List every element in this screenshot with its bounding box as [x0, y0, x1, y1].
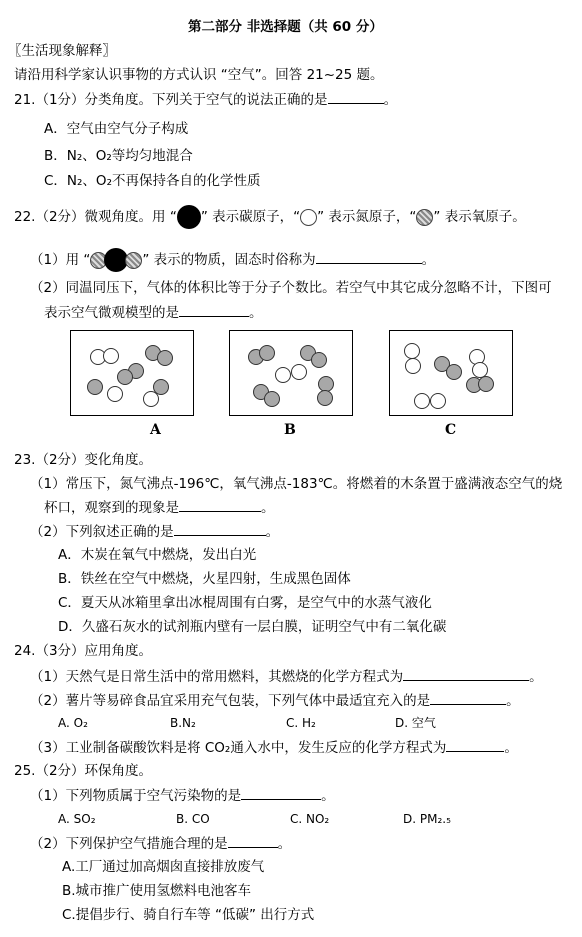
q21-option-c: C．N₂、O₂不再保持各自的化学性质: [44, 173, 261, 189]
section-label: 〖生活现象解释〗: [8, 43, 116, 59]
q24-part1: （1）天然气是日常生活中的常用燃料，其燃烧的化学方程式为 。: [30, 669, 543, 685]
q22-part1: （1）用 “ ” 表示的物质，固态时俗称为 。: [30, 248, 435, 272]
answer-blank[interactable]: [403, 667, 529, 681]
carbon-atom-icon: [177, 205, 201, 229]
model-label-b: B: [284, 422, 296, 438]
answer-blank[interactable]: [328, 90, 384, 104]
q25-part2: （2）下列保护空气措施合理的是 。: [30, 836, 292, 852]
q25-option-d: D. PM₂.₅: [403, 812, 451, 826]
q21-option-b: B．N₂、O₂等均匀地混合: [44, 148, 193, 164]
q24-option-a: A. O₂: [58, 716, 88, 730]
q25-option-b2: B.城市推广使用氢燃料电池客车: [62, 883, 252, 899]
q21-option-a: A．空气由空气分子构成: [44, 121, 189, 137]
q24-option-b: B.N₂: [170, 716, 196, 730]
oxygen-atom-icon: [125, 252, 142, 269]
oxygen-atom-icon: [416, 209, 433, 226]
q23-option-a: A．木炭在氧气中燃烧，发出白光: [58, 547, 257, 563]
q25-option-a2: A.工厂通过加高烟囱直接排放废气: [62, 859, 265, 875]
answer-blank[interactable]: [179, 303, 249, 317]
q21-stem: 21.（1分）分类角度。下列关于空气的说法正确的是 。: [14, 92, 398, 108]
q24-option-c: C. H₂: [286, 716, 316, 730]
model-label-a: A: [150, 422, 161, 438]
answer-blank[interactable]: [241, 786, 321, 800]
answer-blank[interactable]: [179, 498, 261, 512]
answer-blank[interactable]: [446, 738, 504, 752]
q25-option-b: B. CO: [176, 812, 210, 826]
model-box-a: [70, 330, 194, 416]
q23-option-b: B．铁丝在空气中燃烧，火星四射，生成黑色固体: [58, 571, 351, 587]
q22-part2-line2: 表示空气微观模型的是 。: [44, 305, 263, 321]
q24-part3: （3）工业制备碳酸饮料是将 CO₂通入水中，发生反应的化学方程式为 。: [30, 740, 518, 756]
q24-stem: 24.（3分）应用角度。: [14, 643, 153, 659]
q25-stem: 25.（2分）环保角度。: [14, 763, 153, 779]
q22-part2-line1: （2）同温同压下，气体的体积比等于分子个数比。若空气中其它成分忽略不计，下图可: [30, 280, 552, 296]
section-intro: 请沿用科学家认识事物的方式认识 “空气”。回答 21~25 题。: [14, 67, 384, 83]
model-box-b: [229, 330, 353, 416]
model-box-c: [389, 330, 513, 416]
answer-blank[interactable]: [430, 691, 506, 705]
q23-stem: 23.（2分）变化角度。: [14, 452, 153, 468]
q25-option-c: C. NO₂: [290, 812, 330, 826]
q23-part1-line2: 杯口，观察到的现象是 。: [44, 500, 275, 516]
q23-part2: （2）下列叙述正确的是 。: [30, 524, 280, 540]
q24-part2: （2）薯片等易碎食品宜采用充气包装，下列气体中最适宜充入的是 。: [30, 693, 520, 709]
q25-part1: （1）下列物质属于空气污染物的是 。: [30, 788, 335, 804]
q23-option-d: D．久盛石灰水的试剂瓶内壁有一层白膜，证明空气中有二氧化碳: [58, 619, 447, 635]
q25-option-a: A. SO₂: [58, 812, 96, 826]
q22-stem: 22.（2分）微观角度。用 “ ” 表示碳原子，“ ” 表示氮原子，“ ” 表示氧原子。: [14, 205, 526, 229]
section-title: 第二部分 非选择题（共 60 分）: [188, 19, 383, 35]
nitrogen-atom-icon: [300, 209, 317, 226]
answer-blank[interactable]: [174, 522, 266, 536]
model-label-c: C: [445, 422, 457, 438]
answer-blank[interactable]: [228, 834, 278, 848]
q23-option-c: C．夏天从冰箱里拿出冰棍周围有白雾，是空气中的水蒸气液化: [58, 595, 432, 611]
answer-blank[interactable]: [316, 250, 422, 264]
q23-part1-line1: （1）常压下，氮气沸点-196℃，氧气沸点-183℃。将燃着的木条置于盛满液态空气的烧: [30, 476, 563, 492]
q25-option-c2: C.提倡步行、骑自行车等 “低碳” 出行方式: [62, 907, 315, 923]
q24-option-d: D. 空气: [395, 716, 436, 730]
